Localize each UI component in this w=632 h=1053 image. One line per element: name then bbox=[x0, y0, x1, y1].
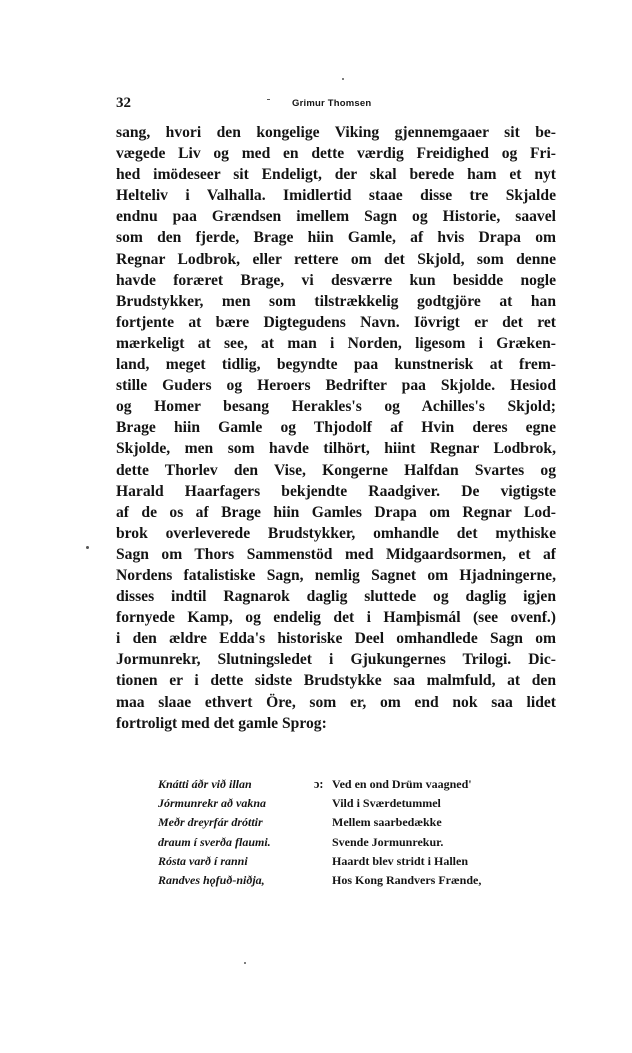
verse-translation-line: Hos Kong Randvers Frænde, bbox=[332, 872, 482, 887]
body-text bbox=[116, 122, 556, 734]
speck-mark bbox=[267, 99, 270, 100]
verse-row bbox=[158, 852, 538, 871]
text-line: tionen er i dette sidste Brudstykke saa malmfuld, at den bbox=[116, 672, 556, 690]
text-line: endnu paa Grændsen imellem Sagn og Historie, saavel bbox=[116, 208, 556, 226]
text-line: af de os af Brage hiin Gamles Drapa om Regnar Lod- bbox=[116, 503, 556, 521]
speck-mark bbox=[342, 78, 344, 80]
verse-translation-line: Mellem saarbedække bbox=[332, 815, 442, 830]
text-line: Nordens fatalistiske Sagn, nemlig Sagnet om Hjadningerne, bbox=[116, 566, 556, 584]
text-line: Jormunrekr, Slutningsledet i Gjukungernes Trilogi. Dic- bbox=[116, 651, 556, 669]
text-line: fornyede Kamp, og endelig det i Hamþismál (see ovenf.) bbox=[116, 609, 556, 627]
verse-translation-line: Vild i Sværdetummel bbox=[332, 796, 441, 811]
verse-original-line: Randves hǫfuð-niðja, bbox=[158, 872, 265, 887]
text-line: Harald Haarfagers bekjendte Raadgiver. De vigtigste bbox=[116, 482, 556, 500]
text-line: og Homer besang Herakles's og Achilles's Skjold; bbox=[116, 398, 556, 416]
verse-original-line: Jórmunrekr að vakna bbox=[158, 796, 267, 811]
text-line: vægede Liv og med en dette værdig Freidighed og Fri- bbox=[116, 145, 556, 163]
page-header bbox=[116, 95, 556, 115]
verse-translation-line: Haardt blev stridt i Hallen bbox=[332, 853, 468, 868]
verse-translation-line: Ved en ond Drüm vaagned' bbox=[332, 777, 472, 791]
text-line: dette Thorlev den Vise, Kongerne Halfdan Svartes og bbox=[116, 461, 556, 479]
verse-row bbox=[158, 871, 538, 890]
text-line: havde foræret Brage, vi desværre kun besidde nogle bbox=[116, 271, 556, 289]
page-number: 32 bbox=[116, 95, 131, 111]
verse-block bbox=[158, 775, 538, 890]
text-line: i den ældre Edda's historiske Deel omhandlede Sagn om bbox=[116, 630, 556, 648]
text-line: Brage hiin Gamle og Thjodolf af Hvin deres egne bbox=[116, 419, 556, 437]
text-line: Regnar Lodbrok, eller rettere om det Skjold, som denne bbox=[116, 250, 556, 268]
text-line: som den fjerde, Brage hiin Gamle, af hvis Drapa om bbox=[116, 229, 556, 247]
text-line: brok overleverede Brudstykker, omhandle det mythiske bbox=[116, 524, 556, 542]
text-line: hed imödeseer sit Endeligt, der skal berede ham et nyt bbox=[116, 166, 556, 184]
text-line: Skjolde, men som havde tilhört, hiint Regnar Lodbrok, bbox=[116, 440, 556, 458]
text-line: Brudstykker, men som tilstrækkelig godtgjöre at han bbox=[116, 292, 556, 310]
text-line: stille Guders og Heroers Bedrifter paa Skjolde. Hesiod bbox=[116, 377, 556, 395]
verse-original-line: Meðr dreyrfár dróttir bbox=[158, 815, 263, 830]
verse-marker bbox=[314, 833, 332, 852]
text-line: fortroligt med det gamle Sprog: bbox=[116, 714, 327, 732]
verse-original-line: draum í sverða flaumi. bbox=[158, 834, 271, 849]
text-line: maa slaae ethvert Öre, som er, om end nok saa lidet bbox=[116, 693, 556, 711]
verse-original-line: Rósta varð í ranni bbox=[158, 853, 248, 868]
running-head: Grimur Thomsen bbox=[292, 98, 372, 109]
text-line: land, meget tidlig, begyndte paa kunstnerisk at frem- bbox=[116, 356, 556, 374]
verse-marker bbox=[314, 813, 332, 832]
speck-mark bbox=[86, 546, 89, 549]
text-line: Sagn om Thors Sammenstöd med Midgaardsormen, et af bbox=[116, 545, 556, 563]
verse-row bbox=[158, 813, 538, 832]
verse-row bbox=[158, 833, 538, 852]
verse-marker bbox=[314, 871, 332, 890]
verse-original-line: Knátti áðr við illan bbox=[158, 777, 252, 791]
text-line: mærkeligt at see, at man i Norden, ligesom i Græken- bbox=[116, 334, 556, 352]
verse-marker: ɔ: bbox=[314, 777, 324, 791]
verse-row bbox=[158, 775, 538, 794]
verse-marker bbox=[314, 794, 332, 813]
speck-mark bbox=[244, 962, 246, 964]
verse-translation-line: Svende Jormunrekur. bbox=[332, 834, 444, 849]
text-line: disses indtil Ragnarok daglig sluttede og daglig igjen bbox=[116, 588, 556, 606]
verse-row bbox=[158, 794, 538, 813]
verse-marker bbox=[314, 852, 332, 871]
text-line: Helteliv i Valhalla. Imidlertid staae disse tre Skjalde bbox=[116, 187, 556, 205]
text-line: sang, hvori den kongelige Viking gjennemgaaer sit be- bbox=[116, 124, 556, 141]
text-line: fortjente at bære Digtegudens Navn. Iövrigt er det ret bbox=[116, 313, 556, 331]
